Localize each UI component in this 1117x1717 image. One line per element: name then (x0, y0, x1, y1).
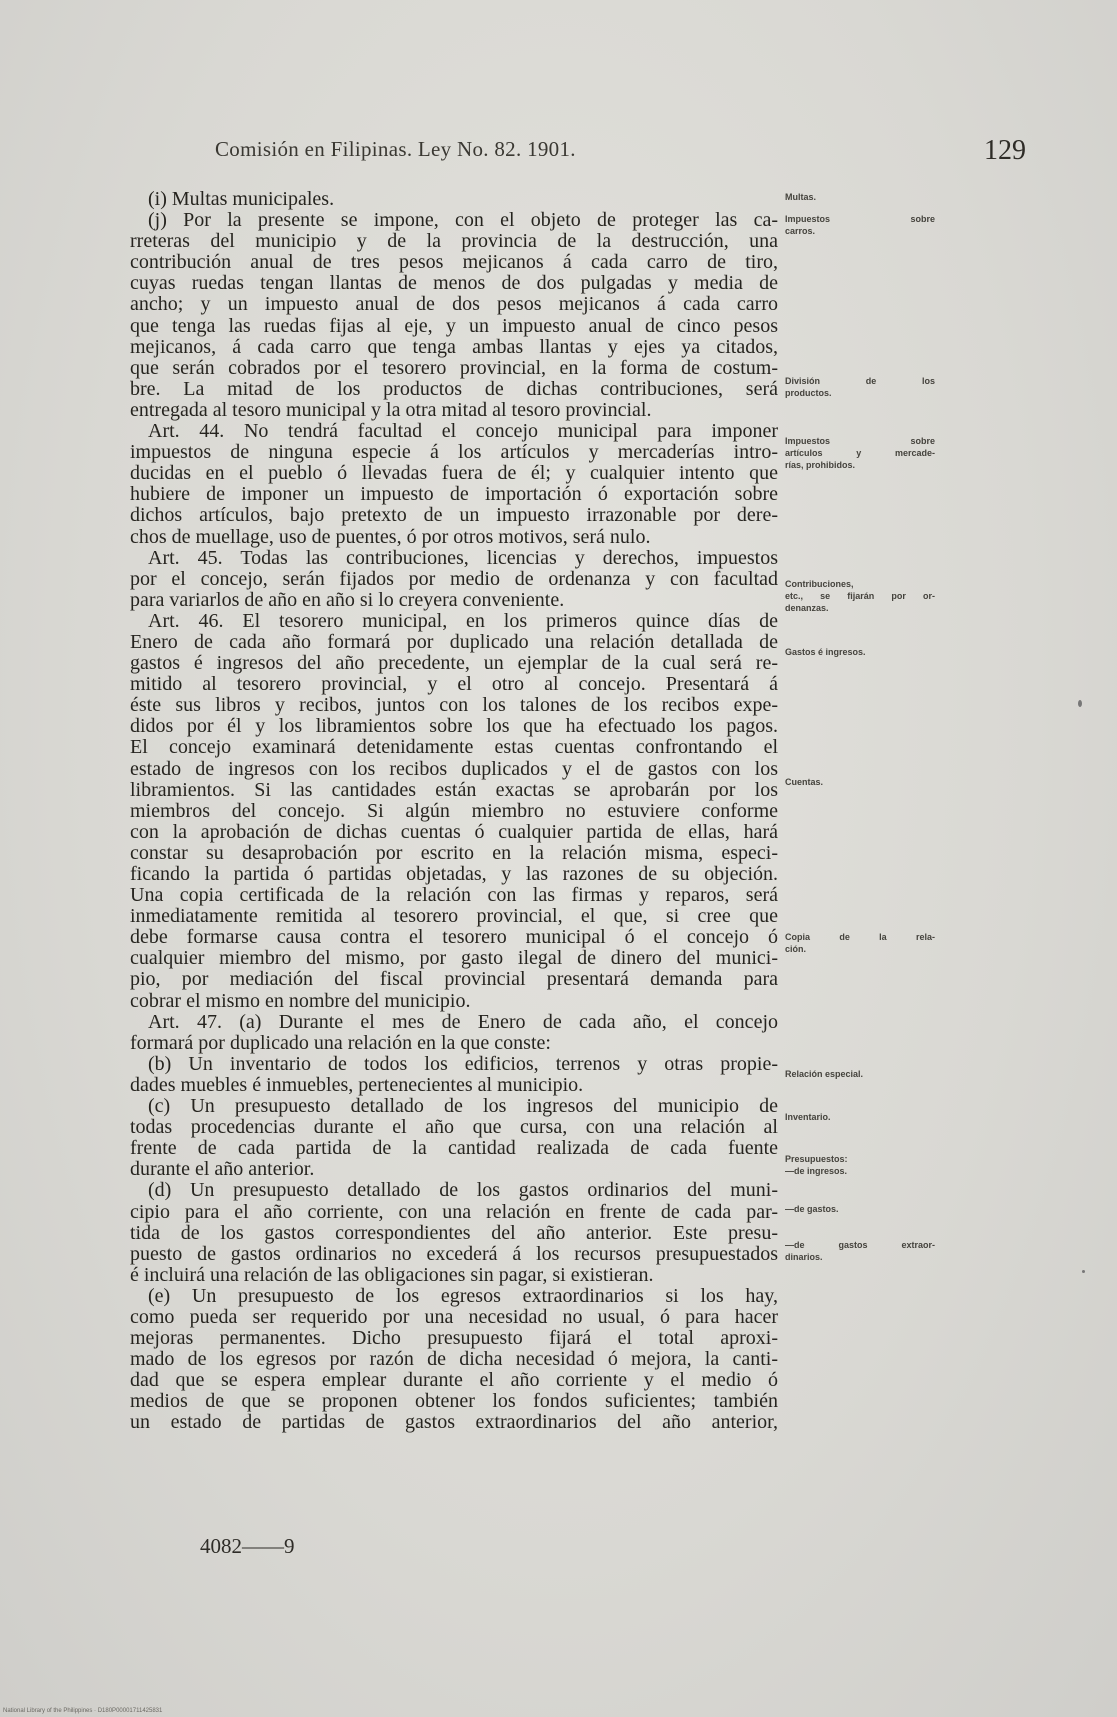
margin-note-line: División de los (785, 376, 935, 386)
margin-note-line: Impuestos sobre (785, 214, 935, 224)
text-line: dichos artículos, bajo pretexto de un impuesto irrazonable por dere- (130, 505, 778, 527)
text-line: dades muebles é inmuebles, pertenecientes al municipio. (130, 1074, 584, 1096)
margin-note-line: Contribuciones, (785, 579, 854, 589)
text-line: durante el año anterior. (130, 1159, 315, 1181)
text-line: que tenga las ruedas fijas al eje, y un impuesto anual de cinco pesos (130, 315, 778, 337)
margin-note (785, 1239, 935, 1263)
text-line: estado de ingresos con los recibos duplicados y el de gastos con los (130, 758, 778, 780)
text-line: chos de muellage, uso de puentes, ó por otros motivos, será nulo. (130, 526, 651, 548)
text-line: ficando la partida ó partidas objetadas, y las razones de su objeción. (130, 864, 778, 885)
text-line: gastos é ingresos del año precedente, un ejemplar de la cual será re- (130, 653, 778, 675)
text-line: rreteras del municipio y de la provincia de la destrucción, una (130, 231, 778, 253)
margin-note (785, 191, 935, 203)
margin-note-line: Gastos é ingresos. (785, 647, 866, 657)
paper-speck (1082, 1270, 1085, 1273)
margin-note-line: denanzas. (785, 603, 829, 613)
text-line: (j) Por la presente se impone, con el objeto de proteger las ca- (148, 210, 778, 232)
margin-note (785, 646, 935, 658)
body-text (130, 189, 778, 1434)
text-line: ancho; y un impuesto anual de dos pesos mejicanos á cada carro (130, 294, 778, 316)
text-line: Art. 44. No tendrá facultad el concejo municipal para imponer (148, 421, 778, 443)
text-line: mejoras permanentes. Dicho presupuesto fijará el total aproxi- (130, 1328, 778, 1350)
margin-note-line: etc., se fijarán por or- (785, 591, 935, 601)
text-line: mitido al tesorero provincial, y el otro al concejo. Presentará á (130, 674, 778, 696)
text-line: (i) Multas municipales. (148, 189, 335, 210)
text-line: que serán cobrados por el tesorero provincial, en la forma de costum- (130, 357, 778, 379)
text-line: Enero de cada año formará por duplicado una relación detallada de (130, 631, 778, 653)
signature-mark: 4082——9 (200, 1534, 295, 1558)
margin-note-line: ción. (785, 944, 807, 954)
margin-note-line: Impuestos sobre (785, 436, 935, 446)
text-line: (e) Un presupuesto de los egresos extraordinarios si los hay, (148, 1285, 778, 1307)
text-line: dad que se espera emplear durante el año corriente y el medio ó (130, 1370, 778, 1392)
margin-note-line: Relación especial. (785, 1069, 864, 1079)
margin-note-line: Cuentas. (785, 777, 824, 787)
text-line: formará por duplicado una relación en la que conste: (130, 1032, 551, 1054)
text-line: todas procedencias durante el año que cursa, con una relación al (130, 1117, 778, 1139)
margin-note (785, 375, 935, 399)
text-line: para variarlos de año en año si lo creyera conveniente. (130, 589, 565, 611)
running-header: Comisión en Filipinas. Ley No. 82. 1901. (215, 137, 576, 161)
text-line: (c) Un presupuesto detallado de los ingresos del municipio de (148, 1096, 778, 1118)
text-line: (d) Un presupuesto detallado de los gastos ordinarios del muni- (148, 1180, 778, 1202)
text-line: mejicanos, á cada carro que tenga ambas llantas y ejes ya citados, (130, 336, 778, 358)
text-line: Art. 46. El tesorero municipal, en los primeros quince días de (148, 610, 778, 632)
page-number: 129 (984, 135, 1026, 166)
margin-note-line: productos. (785, 388, 832, 398)
text-line: puesto de gastos ordinarios no excederá á los recursos presupuestados (130, 1243, 778, 1265)
margin-note-line: —de gastos extraor- (785, 1240, 935, 1250)
margin-note-line: —de gastos. (785, 1204, 839, 1214)
text-line: tida de los gastos correspondientes del año anterior. Este presu- (130, 1222, 778, 1244)
margin-note-line: Multas. (785, 192, 817, 202)
text-line: por el concejo, serán fijados por medio de ordenanza y con facultad (130, 568, 778, 590)
text-line: frente de cada partida de la cantidad realizada de cada fuente (130, 1138, 778, 1160)
margin-note (785, 776, 935, 788)
text-line: un estado de partidas de gastos extraordinarios del año anterior, (130, 1412, 778, 1434)
text-line: constar su desaprobación por escrito en la relación misma, especi- (130, 842, 778, 864)
paper-speck (1078, 700, 1082, 707)
margin-note-line: Copia de la rela- (785, 932, 935, 942)
margin-note (785, 1068, 935, 1080)
margin-note-line: dinarios. (785, 1252, 823, 1262)
text-line: El concejo examinará detenidamente estas cuentas confrontando el (130, 737, 778, 759)
text-line: ducidas en el pueblo ó llevadas fuera de él; y cualquier intento que (130, 463, 778, 485)
text-line: Art. 45. Todas las contribuciones, licencias y derechos, impuestos (148, 547, 778, 569)
margin-note-line: Presupuestos: (785, 1154, 848, 1164)
text-line: inmediatamente remitida al tesorero provincial, el que, si cree que (130, 906, 778, 928)
margin-note (785, 931, 935, 955)
text-line: bre. La mitad de los productos de dichas contribuciones, será (130, 378, 778, 400)
margin-note-line: rías, prohibidos. (785, 460, 856, 470)
margin-note (785, 213, 935, 237)
text-line: con la aprobación de dichas cuentas ó cualquier partida de ellas, hará (130, 821, 778, 843)
text-line: cipio para el año corriente, con una relación en frente de cada par- (130, 1201, 778, 1223)
text-line: didos por él y los libramientos sobre los que ha efectuado los pagos. (130, 716, 778, 738)
text-line: é incluirá una relación de las obligaciones sin pagar, si existieran. (130, 1264, 654, 1286)
text-line: miembros del concejo. Si algún miembro no estuviere conforme (130, 800, 778, 822)
margin-note-line: —de ingresos. (785, 1166, 848, 1176)
text-line: debe formarse causa contra el tesorero municipal ó el concejo ó (130, 927, 778, 949)
text-line: mado de los egresos por razón de dicha necesidad ó mejora, la canti- (130, 1349, 778, 1371)
margin-note (785, 1111, 935, 1123)
margin-note (785, 435, 935, 471)
margin-note (785, 1153, 935, 1177)
margin-note-line: Inventario. (785, 1112, 831, 1122)
margin-note (785, 1203, 935, 1215)
text-line: hubiere de imponer un impuesto de importación ó exportación sobre (130, 484, 778, 506)
text-line: Art. 47. (a) Durante el mes de Enero de cada año, el concejo (148, 1011, 778, 1033)
text-line: cobrar el mismo en nombre del municipio. (130, 990, 471, 1012)
footer-credit: National Library of the Philippines · D180P00001711425831 (3, 1708, 163, 1714)
margin-note-line: carros. (785, 226, 816, 236)
text-line: libramientos. Si las cantidades están exactas se aprobarán por los (130, 779, 778, 801)
text-line: (b) Un inventario de todos los edificios, terrenos y otras propie- (148, 1053, 778, 1075)
text-line: pio, por mediación del fiscal provincial presentará demanda para (130, 969, 778, 991)
text-line: cuyas ruedas tengan llantas de menos de dos pulgadas y media de (130, 273, 778, 295)
text-line: impuestos de ninguna especie á los artículos y mercaderías intro- (130, 442, 778, 464)
margin-note-line: artículos y mercade- (785, 448, 935, 458)
text-line: éste sus libros y recibos, juntos con los talones de los recibos expe- (130, 695, 778, 717)
text-line: entregada al tesoro municipal y la otra mitad al tesoro provincial. (130, 399, 652, 421)
text-line: contribución anual de tres pesos mejicanos á cada carro de tiro, (130, 252, 778, 274)
margin-note (785, 578, 935, 614)
text-line: como pueda ser requerido por una necesidad no usual, ó para hacer (130, 1306, 778, 1328)
text-line: medios de que se proponen obtener los fondos suficientes; también (130, 1391, 778, 1413)
text-line: Una copia certificada de la relación con las firmas y reparos, será (130, 885, 778, 907)
text-line: cualquier miembro del mismo, por gasto ilegal de dinero del munici- (130, 948, 778, 970)
